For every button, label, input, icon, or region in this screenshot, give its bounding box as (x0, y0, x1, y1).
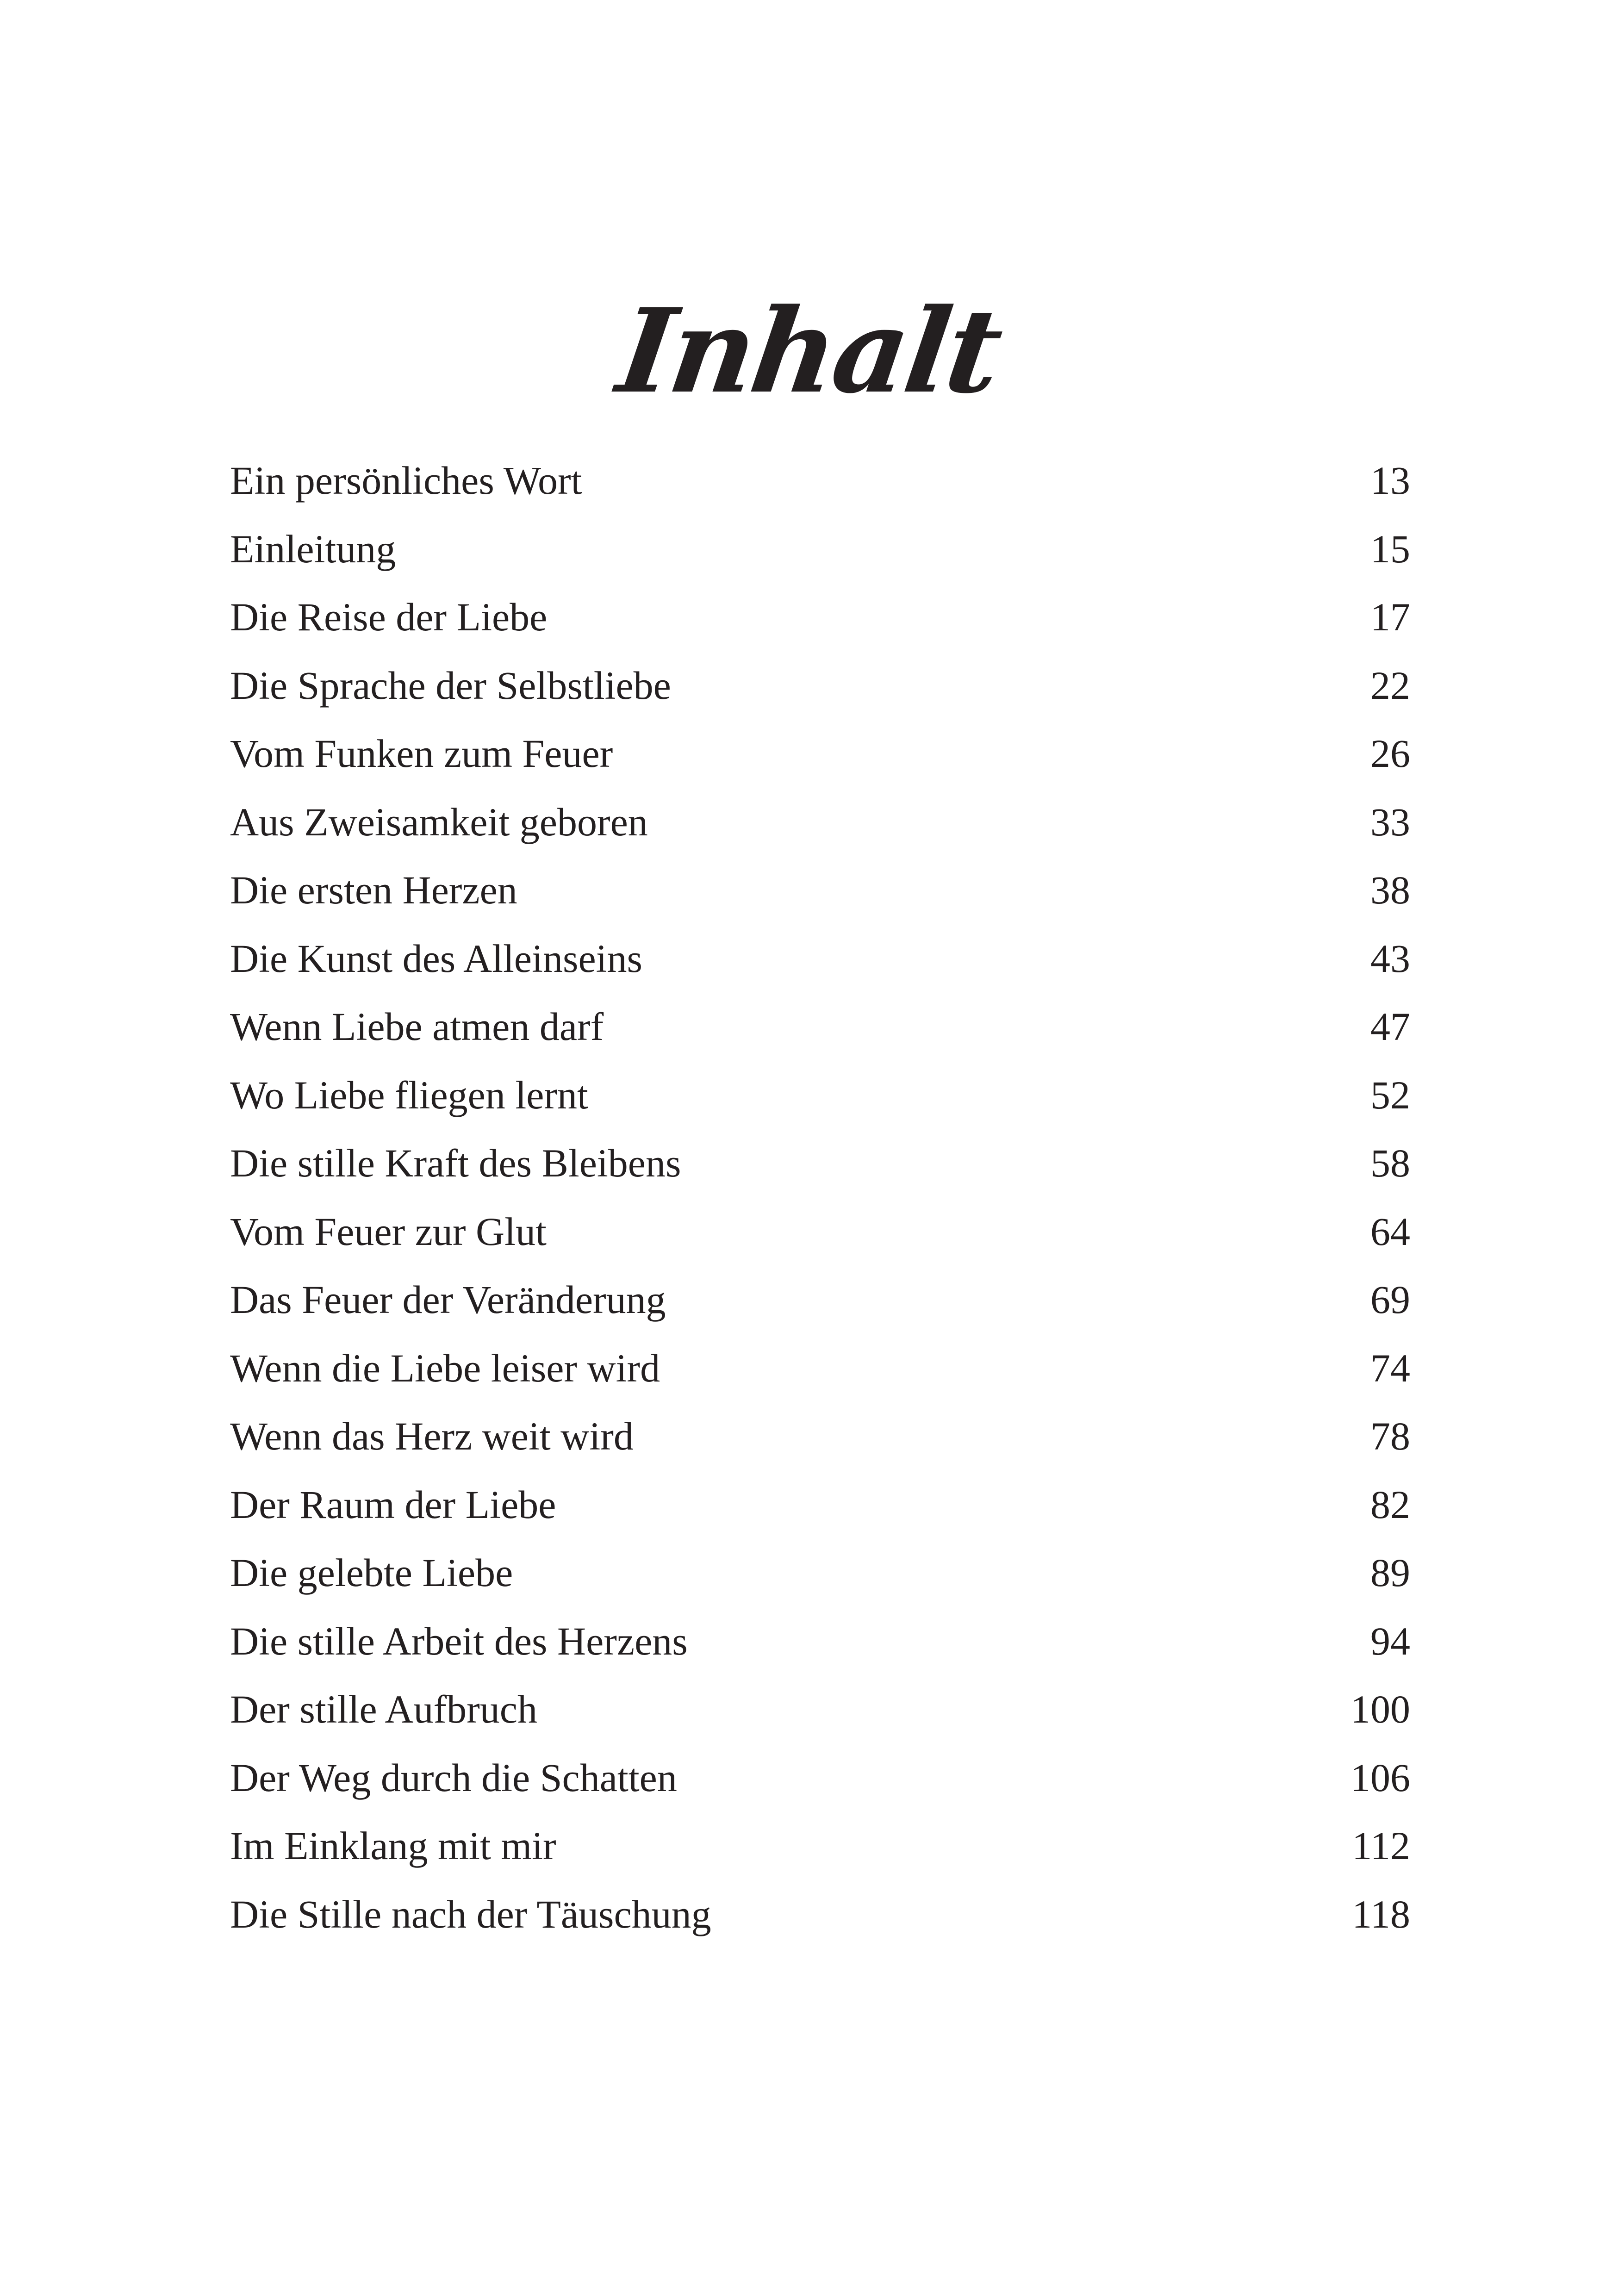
toc-entry-title: Im Einklang mit mir (230, 1823, 556, 1868)
toc-entry (230, 1129, 1410, 1198)
toc-entry (230, 652, 1410, 720)
toc-entry-title: Die Reise der Liebe (230, 595, 548, 639)
toc-entry-page: 69 (1370, 1277, 1410, 1322)
page-title: Inhalt (610, 282, 1008, 419)
toc-entry-title: Vom Funken zum Feuer (230, 731, 613, 776)
toc-entry (230, 788, 1410, 857)
table-of-contents (230, 447, 1410, 1948)
toc-entry-title: Der Weg durch die Schatten (230, 1755, 677, 1800)
toc-entry (230, 720, 1410, 788)
toc-entry-title: Wenn das Herz weit wird (230, 1414, 634, 1458)
toc-entry-title: Der Raum der Liebe (230, 1482, 556, 1527)
toc-entry-page: 26 (1370, 731, 1410, 776)
toc-entry (230, 993, 1410, 1061)
toc-entry-title: Die Kunst des Alleinseins (230, 936, 642, 981)
toc-entry (230, 1471, 1410, 1539)
toc-entry-title: Die stille Kraft des Bleibens (230, 1141, 681, 1185)
toc-entry (230, 1402, 1410, 1471)
toc-entry (230, 583, 1410, 652)
toc-entry (230, 1880, 1410, 1949)
toc-entry-page: 78 (1370, 1414, 1410, 1458)
toc-entry-title: Die Sprache der Selbstliebe (230, 663, 671, 708)
toc-entry-title: Die Stille nach der Täuschung (230, 1892, 711, 1936)
toc-entry-page: 100 (1350, 1687, 1410, 1731)
toc-entry-page: 64 (1370, 1209, 1410, 1254)
toc-entry-page: 94 (1370, 1618, 1410, 1663)
toc-entry (230, 1061, 1410, 1130)
toc-entry-page: 82 (1370, 1482, 1410, 1527)
toc-entry (230, 447, 1410, 515)
toc-entry-title: Wo Liebe fliegen lernt (230, 1072, 588, 1117)
toc-entry-page: 106 (1350, 1755, 1410, 1800)
toc-entry (230, 515, 1410, 584)
toc-entry (230, 1539, 1410, 1607)
toc-entry (230, 1198, 1410, 1266)
toc-entry-page: 15 (1370, 526, 1410, 571)
toc-entry (230, 856, 1410, 925)
toc-entry-title: Der stille Aufbruch (230, 1687, 537, 1731)
toc-entry-title: Einleitung (230, 526, 396, 571)
toc-entry-page: 38 (1370, 868, 1410, 912)
toc-entry (230, 1675, 1410, 1744)
toc-entry-title: Ein persönliches Wort (230, 458, 582, 503)
toc-entry-page: 17 (1370, 595, 1410, 639)
toc-entry (230, 1266, 1410, 1334)
toc-entry-title: Wenn Liebe atmen darf (230, 1004, 604, 1049)
toc-entry-title: Die stille Arbeit des Herzens (230, 1618, 688, 1663)
toc-entry-title: Vom Feuer zur Glut (230, 1209, 547, 1254)
toc-entry-page: 112 (1352, 1823, 1410, 1868)
toc-entry-page: 74 (1370, 1345, 1410, 1390)
toc-entry (230, 925, 1410, 993)
toc-entry-page: 52 (1370, 1072, 1410, 1117)
toc-entry-page: 22 (1370, 663, 1410, 708)
toc-entry-page: 47 (1370, 1004, 1410, 1049)
toc-entry-page: 43 (1370, 936, 1410, 981)
toc-entry (230, 1607, 1410, 1676)
toc-entry-page: 89 (1370, 1550, 1410, 1595)
toc-entry-page: 118 (1352, 1892, 1410, 1936)
toc-entry-title: Wenn die Liebe leiser wird (230, 1345, 660, 1390)
toc-entry (230, 1334, 1410, 1403)
toc-entry (230, 1744, 1410, 1812)
toc-entry (230, 1812, 1410, 1880)
toc-entry-title: Das Feuer der Veränderung (230, 1277, 666, 1322)
toc-entry-title: Aus Zweisamkeit geboren (230, 799, 648, 844)
toc-entry-title: Die ersten Herzen (230, 868, 517, 912)
toc-entry-page: 33 (1370, 799, 1410, 844)
toc-entry-title: Die gelebte Liebe (230, 1550, 513, 1595)
toc-entry-page: 58 (1370, 1141, 1410, 1185)
toc-entry-page: 13 (1370, 458, 1410, 503)
